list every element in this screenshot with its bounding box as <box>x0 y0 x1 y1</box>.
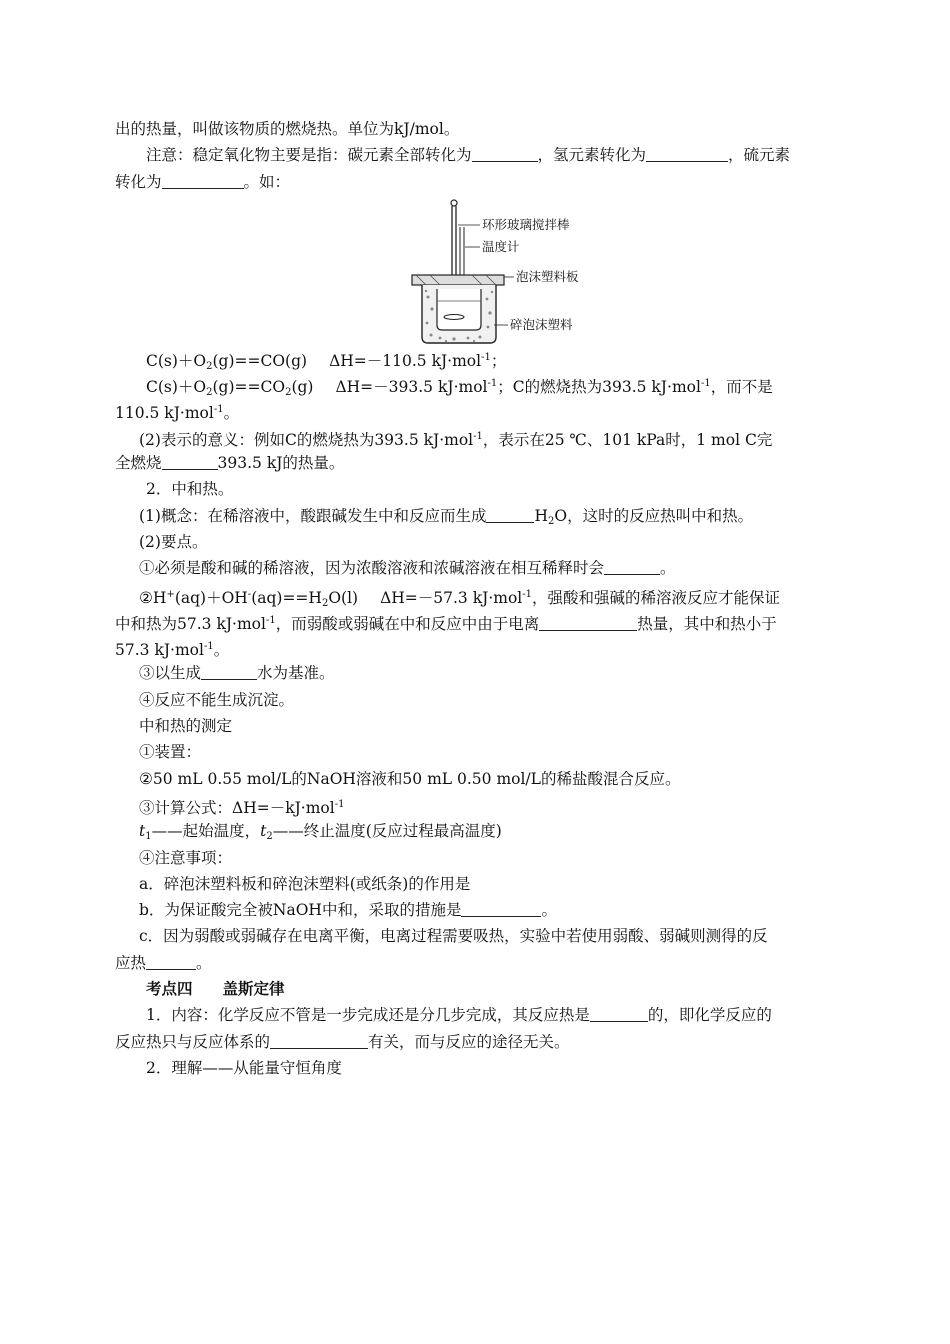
text-line <box>115 713 840 739</box>
text: ②H <box>139 588 167 607</box>
text: 中和热为57.3 kJ·mol <box>115 614 266 633</box>
equation-line <box>115 345 840 371</box>
text: 393.5 kJ的热量。 <box>217 454 345 473</box>
label-crushed-foam: 碎泡沫塑料 <box>510 316 573 332</box>
text: (1)概念：在稀溶液中，酸跟碱发生中和反应而生成 <box>139 506 487 525</box>
text: 110.5 kJ·mol <box>115 404 214 423</box>
text: t <box>139 822 146 841</box>
fill-blank[interactable] <box>461 899 541 917</box>
text-line <box>115 1029 840 1055</box>
text: 转化为 <box>115 172 162 191</box>
text: 。 <box>196 953 212 972</box>
fill-blank[interactable] <box>472 144 538 162</box>
text: O(l) <box>328 588 359 607</box>
text: ③以生成 <box>139 664 202 683</box>
text-line <box>115 424 840 450</box>
text-line <box>115 476 840 502</box>
superscript: -1 <box>213 404 224 416</box>
text: 热量，其中和热小于 <box>637 614 777 633</box>
text-line <box>115 766 840 792</box>
superscript: -1 <box>473 430 483 442</box>
text: ④反应不能生成沉淀。 <box>139 690 295 709</box>
text: (2)要点。 <box>139 532 208 551</box>
text: 。 <box>541 901 557 920</box>
text: ，强酸和强碱的稀溶液反应才能保证 <box>532 588 781 607</box>
fill-blank[interactable] <box>201 662 257 680</box>
text-line <box>115 792 840 818</box>
text: ；C的燃烧热为393.5 kJ·mol <box>497 378 701 397</box>
text: 57.3 kJ·mol <box>115 641 204 660</box>
text-line <box>115 116 840 142</box>
text: 全燃烧 <box>115 454 162 473</box>
text: ，而不是 <box>710 378 773 397</box>
text-line <box>115 897 840 923</box>
superscript: -1 <box>334 798 345 810</box>
label-stirrer: 环形玻璃搅拌棒 <box>482 216 570 232</box>
text: ，表示在25 ℃、101 kPa时，1 mol C完 <box>482 430 773 449</box>
text: 的，即化学反应的 <box>647 1006 772 1025</box>
text: ，硫元素 <box>728 146 791 165</box>
superscript: -1 <box>203 641 214 653</box>
fill-blank[interactable] <box>486 505 534 523</box>
subscript: 2 <box>548 515 555 527</box>
text-line <box>115 503 840 529</box>
text: 。 <box>213 641 230 660</box>
superscript: -1 <box>481 351 491 363</box>
text: ②50 mL 0.55 mol/L的NaOH溶液和50 mL 0.50 mol/L的稀盐酸混合反应。 <box>139 769 681 788</box>
text-line <box>115 871 840 897</box>
text: ①装置： <box>139 743 202 762</box>
text: a．碎泡沫塑料板和碎泡沫塑料(或纸条)的作用是 <box>139 874 471 893</box>
text: H <box>534 506 548 525</box>
text-line <box>115 397 840 423</box>
text: (g) <box>291 378 314 397</box>
foam-board-icon <box>412 275 504 285</box>
text: (g)==CO(g) <box>212 351 308 370</box>
text: 2．理解——从能量守恒角度 <box>146 1058 342 1077</box>
text-line <box>115 529 840 555</box>
fill-blank[interactable] <box>646 144 728 162</box>
text-line <box>115 950 840 976</box>
text: 2．中和热。 <box>146 480 234 499</box>
text: ，氢元素转化为 <box>537 146 647 165</box>
text-line <box>115 450 840 476</box>
stirrer-knob-icon <box>451 200 457 206</box>
superscript: -1 <box>265 614 276 626</box>
text-line <box>115 660 840 686</box>
text: 应热 <box>115 953 147 972</box>
text: 有关，而与反应的途径无关。 <box>368 1032 570 1051</box>
fill-blank[interactable] <box>162 171 244 189</box>
text: O，这时的反应热叫中和热。 <box>554 506 754 525</box>
superscript: - <box>247 588 252 600</box>
text: c．因为弱酸或弱碱存在电离平衡，电离过程需要吸热，实验中若使用弱酸、弱碱则测得的反 <box>139 927 768 946</box>
superscript: -1 <box>700 378 711 390</box>
text-line <box>115 1055 840 1081</box>
text-line <box>115 608 840 634</box>
document-body <box>115 116 840 1081</box>
subscript: 2 <box>266 831 273 843</box>
text: 。 <box>660 559 676 578</box>
text: 水为基准。 <box>257 664 335 683</box>
fill-blank[interactable] <box>604 557 660 575</box>
text: 。如： <box>243 172 291 191</box>
fill-blank[interactable] <box>539 613 637 631</box>
text: ——起始温度， <box>151 822 261 841</box>
label-thermometer: 温度计 <box>482 238 520 254</box>
text-line <box>115 739 840 765</box>
text: ΔH=－393.5 kJ·mol <box>335 378 488 397</box>
text: 出的热量，叫做该物质的燃烧热。单位为kJ/mol。 <box>115 120 460 138</box>
section-number: 考点四 <box>146 979 193 999</box>
fill-blank[interactable] <box>270 1031 368 1049</box>
text: 。 <box>223 404 240 423</box>
text: (2)表示的意义：例如C的燃烧热为393.5 kJ·mol <box>139 430 474 449</box>
text: t <box>260 822 267 841</box>
text-line <box>115 1002 840 1028</box>
text: 反应热只与反应体系的 <box>115 1032 271 1051</box>
text-line <box>115 634 840 660</box>
text-line <box>115 818 840 844</box>
superscript: -1 <box>522 588 532 600</box>
text-line <box>115 845 840 871</box>
fill-blank[interactable] <box>146 952 196 970</box>
text: ①必须是酸和碱的稀溶液，因为浓酸溶液和浓碱溶液在相互稀释时会 <box>139 559 605 578</box>
subscript: 2 <box>285 387 292 399</box>
label-foam-board: 泡沫塑料板 <box>516 268 579 284</box>
text-line <box>115 169 840 195</box>
inner-beaker-icon <box>437 289 481 330</box>
text: 中和热的测定 <box>139 717 233 736</box>
fill-blank[interactable] <box>590 1004 648 1022</box>
text-line <box>115 687 840 713</box>
equation-line <box>115 371 840 397</box>
calorimeter-figure <box>115 195 840 345</box>
text: ； <box>490 351 507 370</box>
subscript: 2 <box>206 360 213 372</box>
section-heading <box>115 976 840 1002</box>
text: (aq)＋OH <box>174 588 248 607</box>
text: ④注意事项： <box>139 848 233 867</box>
text: C(s)＋O <box>146 351 207 370</box>
text-line <box>115 142 840 168</box>
text-line <box>115 923 840 949</box>
text: (g)==CO <box>212 378 286 397</box>
text: 1．内容：化学反应不管是一步完成还是分几步完成，其反应热是 <box>146 1006 590 1025</box>
fill-blank[interactable] <box>162 452 218 470</box>
text: 注意：稳定氧化物主要是指：碳元素全部转化为 <box>146 146 472 165</box>
text-line <box>115 582 840 608</box>
text: b．为保证酸完全被NaOH中和，采取的措施是 <box>139 901 462 920</box>
text-line <box>115 555 840 581</box>
text: ③计算公式：ΔH=－kJ·mol <box>139 798 335 817</box>
section-title: 盖斯定律 <box>222 979 285 999</box>
subscript: 2 <box>206 387 213 399</box>
subscript: 1 <box>145 831 152 843</box>
subscript: 2 <box>321 597 329 609</box>
text: ΔH=－110.5 kJ·mol <box>329 351 482 370</box>
text: ，而弱酸或弱碱在中和反应中由于电离 <box>275 614 540 633</box>
superscript: -1 <box>487 378 498 390</box>
text: ——终止温度(反应过程最高温度) <box>272 822 502 841</box>
text: ΔH=－57.3 kJ·mol <box>380 588 523 607</box>
text: (aq)==H <box>251 588 322 607</box>
text: C(s)＋O <box>146 378 207 397</box>
calorimeter-diagram <box>410 197 670 345</box>
superscript: + <box>166 588 175 600</box>
